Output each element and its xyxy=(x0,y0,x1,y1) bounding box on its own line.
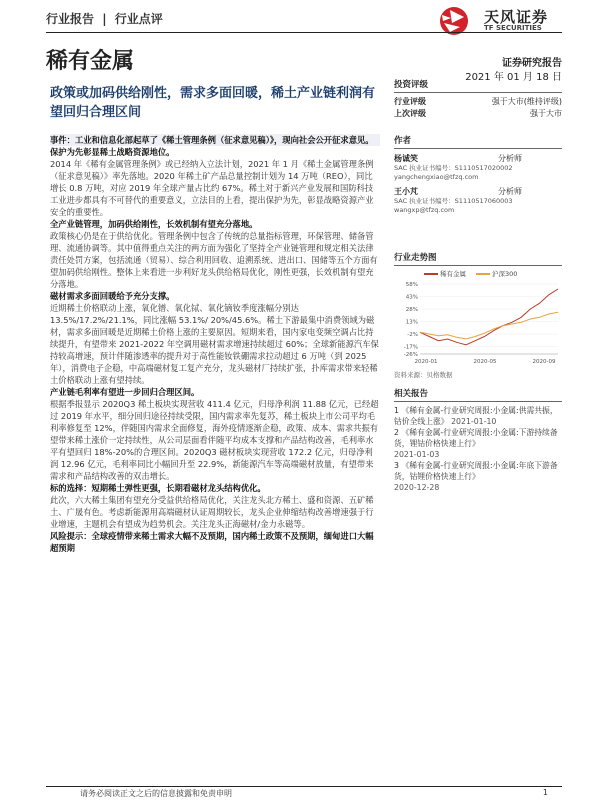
section-heading: 标的选择：短期稀土弹性更强，长期看磁材龙头结构优化。 xyxy=(50,483,266,493)
report-title: 政策或加码供给刚性，需求多面回暖，稀土产业链利润有望回归合理区间 xyxy=(50,86,376,120)
report-tag-industry: 行业报告 xyxy=(46,12,95,26)
event-summary: 事件：工业和信息化部起草了《稀土管理条例（征求意见稿）》，现向社会公开征求意见。 xyxy=(50,134,380,146)
related-section-title: 相关报告 xyxy=(394,387,562,402)
report-tag-comment: 行业点评 xyxy=(114,12,163,26)
rating-row xyxy=(394,96,562,108)
tag-separator: | xyxy=(102,12,107,26)
last-rating-label: 上次评级 xyxy=(394,109,426,118)
report-body xyxy=(50,134,380,554)
related-report-title: 1 《稀有金属-行业研究周报:小金属:供需共振，钴价全线上涨》 xyxy=(394,406,558,426)
x-tick-label: 2020-01 xyxy=(414,359,438,365)
chart-source: 资料来源：贝格数据 xyxy=(394,371,453,379)
legend-item xyxy=(424,269,466,278)
report-category xyxy=(46,10,167,27)
legend-label: 稀有金属 xyxy=(440,270,466,278)
paragraph: 此次，六大稀土集团有望充分受益供给格局优化，关注龙头北方稀土、盛和资源、五矿稀土、广晟有色。考虑新能源用高端磁材认证周期较长，龙头企业伸缩结构改善增速强于行业增速，主题机会有望成为趋势机会。关注龙头正海磁材/金力永磁等。 xyxy=(50,495,374,529)
section-heading: 保护为先彰显稀土战略资源地位。 xyxy=(50,147,175,157)
trend-chart xyxy=(394,278,562,366)
related-report-date: 2021-01-03 xyxy=(394,450,440,459)
report-date: 2021 年 01 月 18 日 xyxy=(465,72,562,83)
related-report-date: 2020-12-28 xyxy=(394,483,440,492)
paragraph: 2014 年《稀有金属管理条例》或已经纳入立法计划，2021 年 1 月《稀土金属管理条例（征求意见稿）》率先落地。2020 年稀土矿产品总量控制计划为 14 万吨（REO），同比增长 0.8 万吨，对应 2019 年全球产量占比约 67%。稀土对于新兴产业发展和国防科技工业进步都具有不可替代的重要意义，立法目的上看，提出保护为先，彰显战略资源产业安全的重要性。 xyxy=(50,159,374,217)
trend-section-title: 行业走势图 xyxy=(394,251,562,266)
y-tick-label: 28% xyxy=(405,307,418,313)
author-name: 王小芃 xyxy=(394,187,418,196)
legend-item xyxy=(476,269,517,278)
related-report-date: 2021-01-10 xyxy=(451,417,497,426)
author-role: 分析师 xyxy=(498,187,522,196)
paragraph: 根据季报显示 2020Q3 稀土板块实现营收 411.4 亿元，归母净利润 11.88 亿元，已经超过 2019 年水平，细分回归途径持续受限，国内需求率先复苏，稀土板块上市公司平均毛利率修复至 12%，伴随国内需求全面修复，海外疫情逐渐企稳，政策、成本、需求共振有望带来稀土涨价一定持续性，从公司层面看伴随平均成本支撑和产品结构改善，毛利率水平有望回归 18%-20%的合理区间。2020Q3 磁材板块实现营收 172.2 亿元，归母净利润 12.96 亿元，毛利率同比小幅回升至 22.9%，新能源汽车等高端磁材放量，有望带来需求和产品结构改善的双击增长。 xyxy=(50,399,379,481)
y-tick-label: -2% xyxy=(407,332,418,338)
chart-legend xyxy=(424,269,562,278)
rating-value: 强于大市(维持评级) xyxy=(491,97,562,106)
author-sac: SAC 执业证书编号：S1110517060003 xyxy=(394,197,513,205)
series-line-hs300 xyxy=(420,312,558,339)
author-name: 杨诚笑 xyxy=(394,154,418,163)
legend-label: 沪深300 xyxy=(492,270,518,278)
author-card xyxy=(394,186,562,215)
report-type: 证券研究报告 xyxy=(502,58,562,69)
author-role: 分析师 xyxy=(498,154,522,163)
related-reports xyxy=(394,405,562,493)
y-tick-label: 58% xyxy=(405,282,418,288)
author-card xyxy=(394,153,562,182)
rating-label: 行业评级 xyxy=(394,97,426,106)
author-section-title: 作者 xyxy=(394,134,562,149)
paragraph: 政策核心仍是在于供给优化。管理条例中包含了传统的总量指标管理，环保管理、储备管理、流通协调等。其中值得重点关注的两方面为强化了坚持全产业链管理和规定相关法律责任处罚方案，包括流通（贸易）、综合利用回收、追溯系统、进出口、国储等五个方面有望加码供给刚性。整体上来看进一步利好龙头供给格局优化，刚性更强，长效机制有望充分落地。 xyxy=(50,231,378,289)
last-rating-row xyxy=(394,108,562,120)
sidebar xyxy=(394,78,562,493)
company-name-en: TF SECURITIES xyxy=(484,24,542,32)
header-divider xyxy=(46,32,562,33)
rating-section-title: 投资评级 xyxy=(394,78,562,93)
y-tick-label: 13% xyxy=(405,319,418,326)
x-tick-label: 2020-09 xyxy=(532,359,556,365)
author-email[interactable]: wangxp@tfzq.com xyxy=(394,206,455,214)
related-report-item[interactable] xyxy=(394,460,562,493)
x-tick-label: 2020-05 xyxy=(473,359,497,365)
related-report-item[interactable] xyxy=(394,405,562,427)
last-rating-value: 强于大市 xyxy=(530,109,562,118)
author-email[interactable]: yangchengxiao@tfzq.com xyxy=(394,173,479,181)
page-number: 1 xyxy=(542,788,548,797)
section-heading: 产业链毛利率有望进一步回归合理区间。 xyxy=(50,387,200,397)
y-tick-label: -17% xyxy=(403,344,418,351)
footer-disclaimer[interactable]: 请务必阅读正文之后的信息披露和免责申明 xyxy=(80,789,232,798)
related-report-title: 3 《稀有金属-行业研究周报:小金属:年底下游备货，钴锂价格快速上行》 xyxy=(394,461,558,481)
company-name: 天风证券 xyxy=(484,8,549,26)
section-heading: 磁材需求多面回暖给予充分支撑。 xyxy=(50,291,175,301)
footer-divider xyxy=(46,786,562,787)
risk-warning: 风险提示：全球疫情带来稀土需求大幅不及预期，国内稀土政策不及预期，缅甸进口大幅超预期 xyxy=(50,531,374,553)
author-sac: SAC 执业证书编号：S1110517020002 xyxy=(394,164,513,172)
industry-title: 稀有金属 xyxy=(46,49,135,74)
y-tick-label: -26% xyxy=(403,352,418,358)
series-line-rare-metal xyxy=(420,289,558,345)
section-heading: 全产业链管理，加码供给刚性，长效机制有望充分落地。 xyxy=(50,219,258,229)
y-tick-label: 43% xyxy=(405,294,418,301)
related-report-title: 2 《稀有金属-行业研究周报:小金属:下游持续备货，锂钴价格快速上行》 xyxy=(394,428,558,448)
paragraph: 近期稀土价格联动上涨，氧化镨、氧化铽、氧化镝钕季度涨幅分别达13.5%/17.2%/21.1%，同比涨幅 53.1%/ 20%/45.6%。稀土下游最集中消费领域为磁材，需求多面回暖是近期稀土价格上涨的主要原因。短期来看，国内家电变频空调占比持续提升，有望带来 2021-2022 年空调用磁材需求增速持续超过 60%；全球新能源汽车保持较高增速，预计伴随渗透率的提升对于高性能钕铁硼需求拉动超过 6 万吨（到 2025 年），消费电子企稳，中高端磁材复工复产充分，龙头磁材厂持续扩张，扑库需求带来轻稀土价格联动上涨有望持续。 xyxy=(50,303,379,385)
related-report-item[interactable] xyxy=(394,427,562,460)
